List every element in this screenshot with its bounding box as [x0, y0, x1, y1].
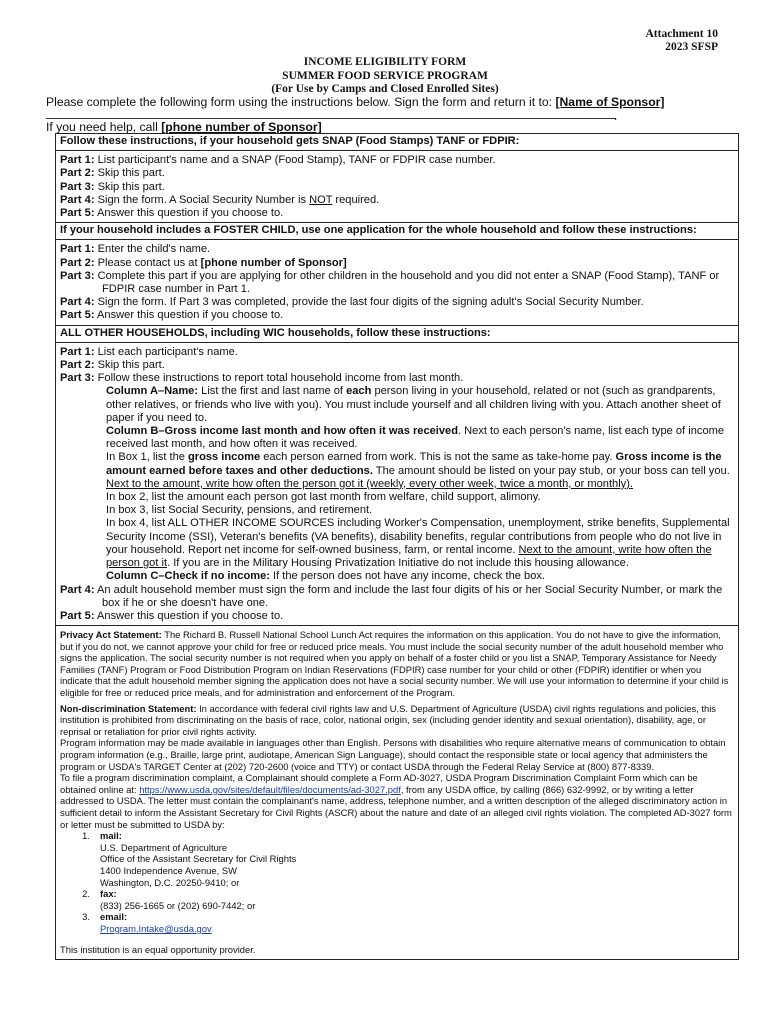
snap-part-1: Part 1: List participant's name and a SNAP (Food Stamp), TANF or FDPIR case number.	[60, 154, 496, 167]
other-part-3: Part 3: Follow these instructions to report total household income from last month.	[60, 372, 464, 385]
help-lead: If you need help, call	[46, 120, 162, 134]
column-c-instructions: Column C–Check if no income: If the person does not have any income, check the box.	[106, 570, 546, 583]
foster-part-5: Part 5: Answer this question if you choose to.	[60, 309, 284, 322]
foster-part-4: Part 4: Sign the form. If Part 3 was completed, provide the last four digits of the signing adult's Social Security Number.	[60, 296, 644, 309]
complaint-text: To file a program discrimination complaint, a Complainant should complete a Form AD-3027, USDA Program Discrimination Complaint Form which can be obtained online at: https://www.usda.gov/sites/default/files/documents/ad-3027.pdf, from any USDA office, by calling (866) 632-9992, or by writing a letter addressed to USDA. The letter must contain the complainant's name, address, telephone number, and a written description of the alleged discriminatory action in sufficient detail to inform the Assistant Secretary for Civil Rights (ASCR) about the nature and date of an alleged civil rights violation. The completed AD-3027 form or letter must be submitted to USDA by:	[60, 772, 732, 830]
nondiscrimination-statement: Non-discrimination Statement: In accordance with federal civil rights law and U.S. Department of Agriculture (USDA) civil rights regulations and policies, this institution is prohibited from discriminating on the basis of race, color, national origin, sex (including gender identity and sexual orientation), disability, age, or reprisal or retaliation for prior civil rights activity.	[60, 702, 716, 737]
foster-part-3: Part 3: Complete this part if you are applying for other children in the household and you did not enter a SNAP (Food Stamp), TANF or FDPIR case number in Part 1.	[60, 269, 720, 296]
column-b-instructions: Column B–Gross income last month and how often it was received. Next to each person's name, list each type of income received last month, and how often it was received.	[106, 425, 725, 451]
signature-line	[46, 118, 616, 119]
other-part-2: Part 2: Skip this part.	[60, 359, 165, 372]
box-3-instructions: In box 3, list Social Security, pensions, and retirement.	[106, 504, 373, 517]
foster-section	[56, 223, 738, 325]
snap-part-3: Part 3: Skip this part.	[60, 180, 165, 193]
sponsor-phone-placeholder: [phone number of Sponsor]	[161, 120, 322, 134]
form-title-block	[0, 56, 770, 97]
legal-section	[56, 626, 738, 959]
foster-part-2: Part 2: Please contact us at [phone number of Sponsor]	[60, 256, 347, 269]
other-part-5: Part 5: Answer this question if you choose to.	[60, 609, 284, 622]
attachment-header	[646, 28, 719, 54]
equal-opportunity-statement: This institution is an equal opportunity provider.	[60, 943, 256, 955]
intro-text	[46, 96, 664, 109]
privacy-act-statement: Privacy Act Statement: The Richard B. Russell National School Lunch Act requires the information on this application. You do not have to give the information, but if you do not, we cannot approve your child for free or reduced price meals. You must include the social security number of the adult household member who signs the application. The social security number is not required when you apply on behalf of a foster child or you list a SNAP, Temporary Assistance for Needy Families (TANF) Program or Food Distribution Program on Indian Reservations (FDPIR) case number for your child or other (FDPIR) identifier or when you indicate that the adult household member signing the application does not have a social security number. We will use your information to determine if your child is eligible for free or reduced price meals, and for administration and enforcement of the Program.	[60, 629, 729, 699]
snap-part-5: Part 5: Answer this question if you choose to.	[60, 207, 284, 220]
sponsor-name-placeholder: [Name of Sponsor]	[555, 95, 665, 109]
box-2-instructions: In box 2, list the amount each person got last month from welfare, child support, alimony.	[106, 491, 541, 504]
other-part-4: Part 4: An adult household member must sign the form and include the last four digits of his or her Social Security Number, or mark the box if he or she doesn't have one.	[60, 583, 723, 609]
snap-header: Follow these instructions, if your household gets SNAP (Food Stamps) TANF or FDPIR:	[56, 135, 738, 151]
program-code: 2023 SFSP	[665, 41, 718, 53]
fax-method: 2. fax: (833) 256-1665 or (202) 690-7442; or	[82, 888, 256, 911]
ad-3027-link[interactable]: https://www.usda.gov/sites/default/files/documents/ad-3027.pdf	[139, 783, 401, 795]
column-a-instructions: Column A–Name: List the first and last name of each person living in your household, related or not (such as grandparents, other relatives, or friends who live with you). You must include yourself and all children living with you. Attach another sheet of paper if you need to.	[106, 385, 721, 424]
email-method: 3. email: Program.Intake@usda.gov	[82, 911, 212, 934]
email-link[interactable]: Program.Intake@usda.gov	[100, 922, 212, 934]
other-part-1: Part 1: List each participant's name.	[60, 345, 238, 358]
other-header: ALL OTHER HOUSEHOLDS, including WIC households, follow these instructions:	[56, 327, 738, 343]
snap-part-4: Part 4: Sign the form. A Social Security Number is NOT required.	[60, 193, 380, 206]
instructions-box	[55, 133, 739, 960]
foster-header: If your household includes a FOSTER CHILD, use one application for the whole household and follow these instructions:	[56, 224, 738, 240]
language-access-text: Program information may be made available in languages other than English. Persons with disabilities who require alternative means of communication to obtain program information (e.g., Braille, large print, audiotape, American Sign Language), should contact the responsible state or local agency that administers the program or USDA's TARGET Center at (202) 720-2600 (voice and TTY) or contact USDA through the Federal Relay Service at (800) 877-8339.	[60, 737, 726, 772]
snap-section	[56, 134, 738, 223]
foster-part-1: Part 1: Enter the child's name.	[60, 243, 211, 256]
mail-method: 1. mail: U.S. Department of Agriculture Office of the Assistant Secretary for Civil Rights 1400 Independence Avenue, SW Washington, D.C. 20250-9410; or	[82, 830, 297, 888]
other-households-section	[56, 326, 738, 626]
program-title: SUMMER FOOD SERVICE PROGRAM	[282, 69, 488, 82]
form-title: INCOME ELIGIBILITY FORM	[303, 56, 467, 68]
box-1-instructions: In Box 1, list the gross income each person earned from work. This is not the same as take-home pay. Gross income is the amount earned before taxes and other deductions. The amount should be listed on your pay stub, or your boss can tell you. Next to the amount, write how often the person got it (weekly, every other week, twice a month, or monthly).	[106, 451, 730, 490]
submission-methods	[60, 830, 734, 934]
intro-instructions: Please complete the following form using the instructions below. Sign the form and return it to:	[46, 95, 556, 109]
form-subtitle: (For Use by Camps and Closed Enrolled Sites)	[271, 83, 499, 95]
snap-part-2: Part 2: Skip this part.	[60, 167, 165, 180]
period-mark: .	[614, 109, 618, 123]
box-4-instructions: In box 4, list ALL OTHER INCOME SOURCES including Worker's Compensation, unemployment, strike benefits, Supplemental Security Income (SSI), Veteran's benefits (VA benefits), disability benefits, regular contributions from people who do not live in your household. Report net income for self-owned business, farm, or rental income. Next to the amount, write how often the person got it. If you are in the Military Housing Privatization Initiative do not include this housing allowance.	[106, 517, 730, 570]
attachment-number: Attachment 10	[645, 28, 718, 40]
